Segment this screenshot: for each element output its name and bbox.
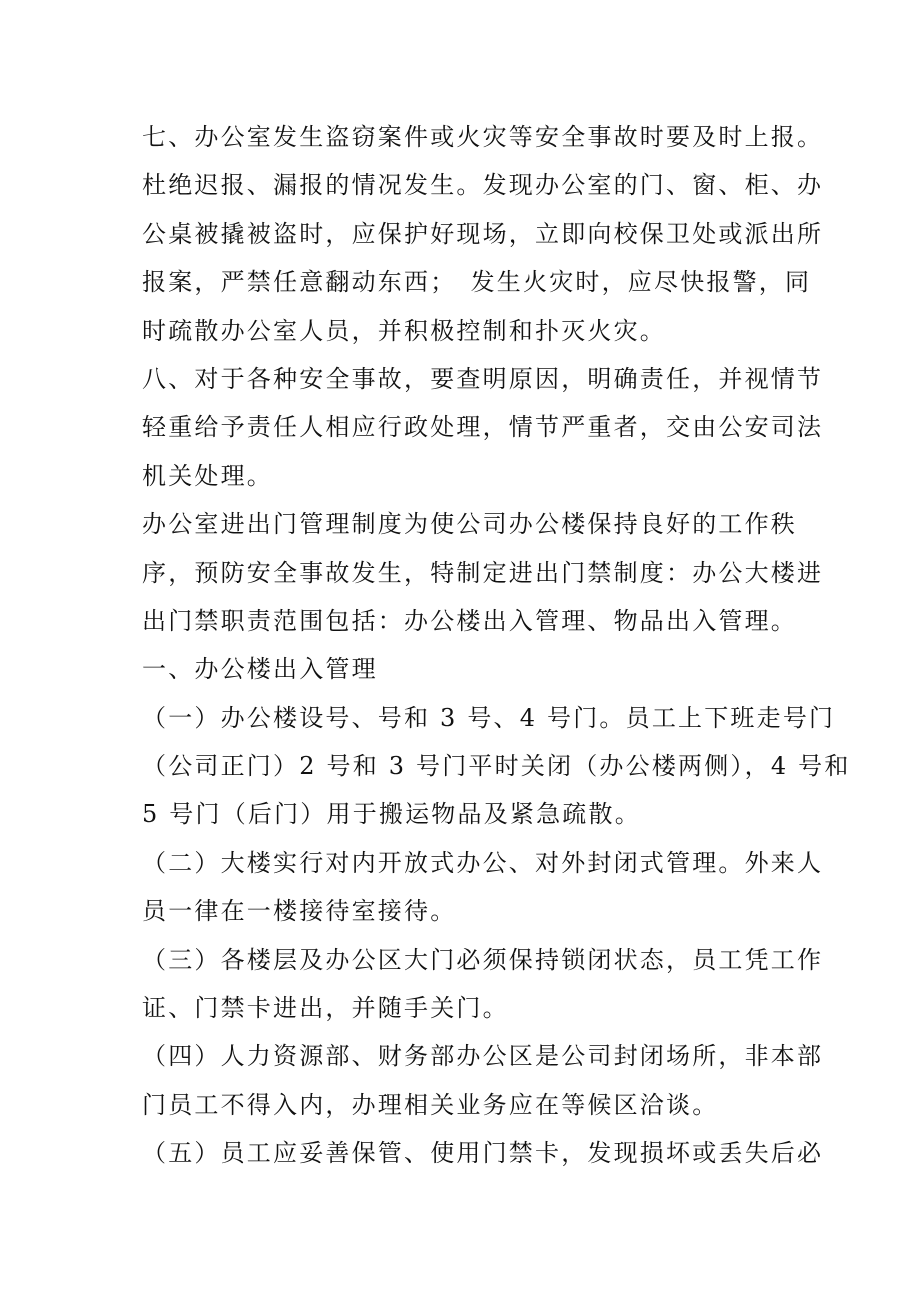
text-line: 办公室进出门管理制度为使公司办公楼保持良好的工作秩 <box>142 510 797 539</box>
text-line: （五）员工应妥善保管、使用门禁卡，发现损坏或丢失后必 <box>142 1139 824 1168</box>
text-line: （公司正门）2 号和 3 号门平时关闭（办公楼两侧），4 号和 <box>142 752 851 781</box>
text-line: 5 号门（后门）用于搬运物品及紧急疏散。 <box>142 800 641 829</box>
text-line: 时疏散办公室人员，并积极控制和扑灭火灾。 <box>142 316 666 345</box>
text-line: 出门禁职责范围包括：办公楼出入管理、物品出入管理。 <box>142 606 797 635</box>
text-line: 公桌被撬被盗时，应保护好现场，立即向校保卫处或派出所 <box>142 219 824 248</box>
document-body <box>142 113 851 1178</box>
text-line: 一、办公楼出入管理 <box>142 655 378 684</box>
text-line: 杜绝迟报、漏报的情况发生。发现办公室的门、窗、柜、办 <box>142 171 824 200</box>
text-line: 轻重给予责任人相应行政处理，情节严重者，交由公安司法 <box>142 413 824 442</box>
text-line: 七、办公室发生盗窃案件或火灾等安全事故时要及时上报。 <box>142 123 824 151</box>
text-line: 序，预防安全事故发生，特制定进出门禁制度：办公大楼进 <box>142 558 824 587</box>
text-line: （三）各楼层及办公区大门必须保持锁闭状态，员工凭工作 <box>142 945 824 974</box>
text-line: 门员工不得入内，办理相关业务应在等候区洽谈。 <box>142 1090 719 1119</box>
text-line: 八、对于各种安全事故，要查明原因，明确责任，并视情节 <box>142 364 824 393</box>
text-line: （一）办公楼设号、号和 3 号、4 号门。员工上下班走号门 <box>142 703 836 732</box>
text-line: （二）大楼实行对内开放式办公、对外封闭式管理。外来人 <box>142 848 824 877</box>
text-line: 报案，严禁任意翻动东西； 发生火灾时，应尽快报警，同 <box>142 268 812 297</box>
text-line: 员一律在一楼接待室接待。 <box>142 897 457 926</box>
text-line: 证、门禁卡进出，并随手关门。 <box>142 994 509 1023</box>
text-line: （四）人力资源部、财务部办公区是公司封闭场所，非本部 <box>142 1042 824 1071</box>
text-line: 机关处理。 <box>142 461 273 490</box>
